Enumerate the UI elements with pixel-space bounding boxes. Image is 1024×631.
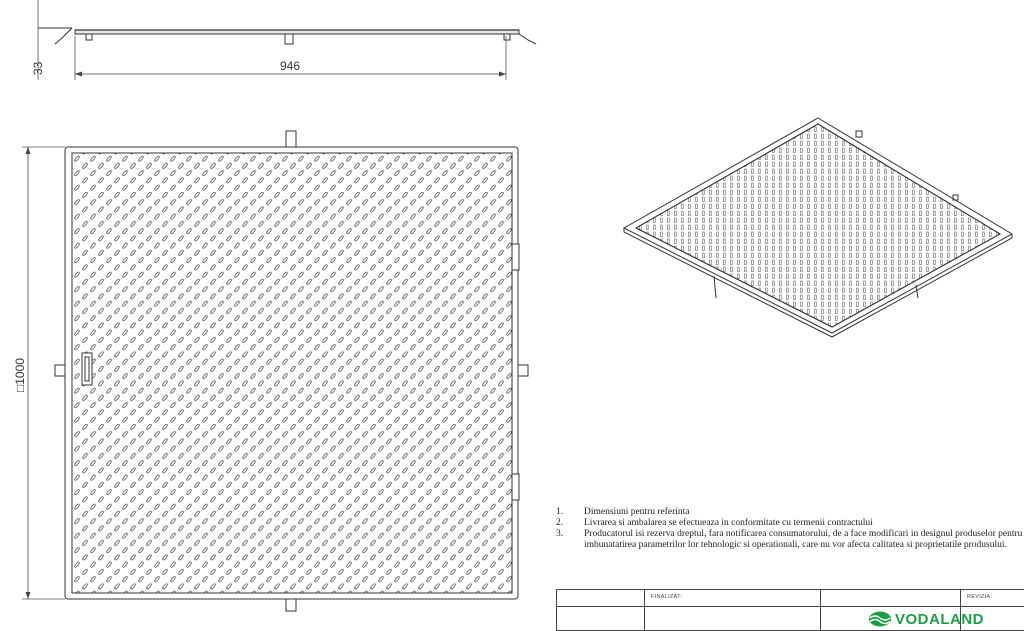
width-dimension-label: 946 — [280, 59, 301, 73]
title-block-cell-1 — [557, 590, 645, 630]
iso-handle — [856, 131, 862, 137]
finalizat-label: FINALIZAT: — [651, 594, 683, 600]
frame-clip-right-lower — [512, 474, 519, 500]
vodaland-logo-icon — [868, 611, 892, 627]
side-view-lip-right — [519, 34, 536, 44]
iso-leg-right — [916, 285, 918, 298]
note-item: 3. Producatorul isi rezerva dreptul, fara notificarea consumatorului, de a face modificari in designul produselor pentru imbunatatirea parametrilor lor tehnologic si operationali, care nu vor afecta calitatea si proprietatile produsului. — [556, 529, 1023, 550]
side-view-clip-left — [86, 34, 92, 40]
note-item: 2. Livrarea si ambalarea se efectueaza in conformitate cu termenii contractului — [556, 518, 873, 528]
height-dimension-label: 33 — [31, 61, 45, 75]
frame-tab-right — [518, 365, 528, 376]
brand-name: VODALAND — [895, 610, 984, 628]
side-view-clip-right — [504, 34, 510, 40]
iso-tread-surface — [636, 124, 1000, 327]
square-dimension-label: □1000 — [13, 358, 27, 392]
revizia-label: REVIZIA: — [967, 594, 993, 600]
notes-list — [556, 507, 1024, 551]
tread-plate-pattern — [72, 153, 512, 593]
brand-logo — [868, 609, 984, 629]
plan-view — [22, 131, 528, 611]
side-view-handle — [285, 34, 293, 44]
frame-tab-bottom — [286, 599, 296, 611]
frame-clip-right-upper — [512, 244, 519, 270]
side-view-lip-left — [55, 28, 72, 44]
frame-tab-left — [55, 365, 65, 376]
lifting-handle — [82, 353, 92, 385]
frame-tab-top — [286, 131, 296, 147]
note-item: 1. Dimensiuni pentru referinta — [556, 507, 690, 517]
isometric-view — [624, 118, 1012, 337]
iso-leg-left — [714, 276, 716, 298]
